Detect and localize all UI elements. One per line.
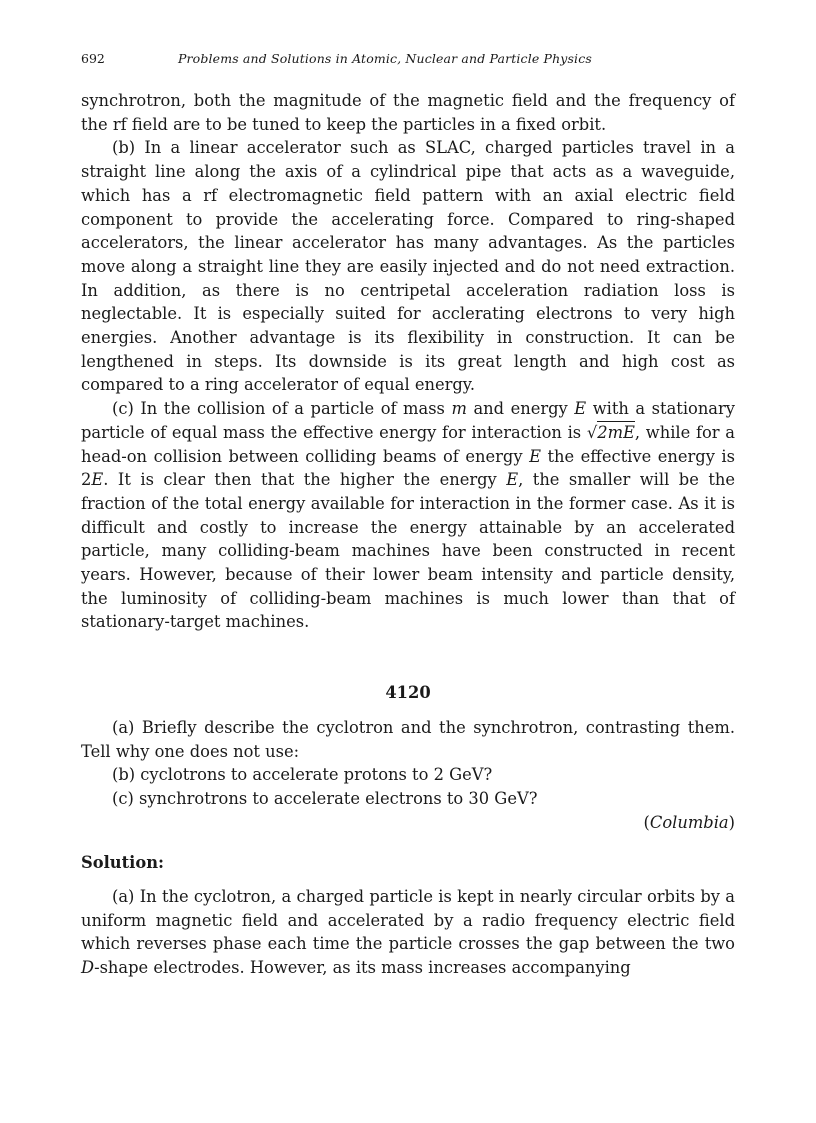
- text-run: (a) In the cyclotron, a charged particle is kept in nearly circular orbits by a uniform magnetic field and accelerated by a radio frequency electric field which reverses phase each time the particle crosses the gap between the two: [81, 887, 735, 954]
- text-run: with a stationary particle of equal mass the effective energy for interaction is: [81, 399, 735, 442]
- sqrt-expression: [587, 421, 635, 442]
- problem-source: (Columbia): [643, 812, 735, 832]
- solution-heading: Solution:: [81, 853, 165, 872]
- running-title: Problems and Solutions in Atomic, Nuclear and Particle Physics: [178, 51, 592, 66]
- text-run: (c) In the collision of a particle of mass: [112, 399, 452, 419]
- text-run: . It is clear then that the higher the energy: [103, 470, 507, 490]
- math-e: E: [574, 399, 587, 419]
- problem-part-c: (c) synchrotrons to accelerate electrons to 30 GeV?: [112, 789, 538, 809]
- math-d: D: [81, 958, 95, 978]
- paragraph-colliding-beams: [81, 397, 735, 634]
- text-run: and energy: [466, 399, 575, 419]
- solution-part-a: [81, 885, 735, 980]
- paragraph-synchrotron-tuning: synchrotron, both the magnitude of the magnetic field and the frequency of the rf field are to be tuned to keep the particles in a fixed orbit.: [81, 91, 735, 134]
- math-e: E: [529, 446, 541, 466]
- paragraph-linear-accelerator: (b) In a linear accelerator such as SLAC, charged particles travel in a straight line along the axis of a cylindrical pipe that acts as a waveguide, which has a rf electromagnetic field pattern with an axial electric field component to provide the accelerating force. Compared to ring-shaped accelerators, the linear accelerator has many advantages. As the particles move along a straight line they are easily injected and do not need extraction. In addition, as there is no centripetal acceleration radiation loss is neglectable. It is especially suited for acclerating electrons to very high energies. Another advantage is its flexibility in construction. It can be lengthened in steps. Its downside is its great length and high cost as compared to a ring accelerator of equal energy.: [81, 138, 735, 395]
- source-name: Columbia: [649, 812, 729, 832]
- sqrt-radicand: 2mE: [597, 422, 635, 442]
- math-e: E: [91, 470, 104, 490]
- running-head: [81, 50, 735, 70]
- text-run: , the smaller will be the fraction of the total energy available for interaction in the former case. As it is difficult and costly to increase the energy attainable by an accelerated particle, many colliding-beam machines have been constructed in recent years. However, because of their lower beam intensity and particle density, the luminosity of colliding-beam machines is much lower than that of stationary-target machines.: [81, 470, 735, 632]
- sqrt-sign: √: [586, 422, 598, 442]
- continued-solution: [81, 89, 735, 634]
- text-run: the effective energy is 2: [81, 446, 735, 490]
- problem-part-a: (a) Briefly describe the cyclotron and the synchrotron, contrasting them. Tell why one does not use:: [81, 718, 735, 761]
- problem-number: 4120: [385, 683, 431, 702]
- text-run: -shape electrodes. However, as its mass increases accompanying: [94, 958, 631, 978]
- math-m: m: [451, 399, 467, 419]
- problem-statement: [81, 716, 735, 835]
- math-e: E: [506, 470, 519, 490]
- solution-body: [81, 885, 735, 980]
- page-number: 692: [81, 51, 105, 66]
- problem-part-b: (b) cyclotrons to accelerate protons to 2 GeV?: [112, 765, 493, 785]
- text-run: , while for a head-on collision between colliding beams of energy: [81, 422, 735, 466]
